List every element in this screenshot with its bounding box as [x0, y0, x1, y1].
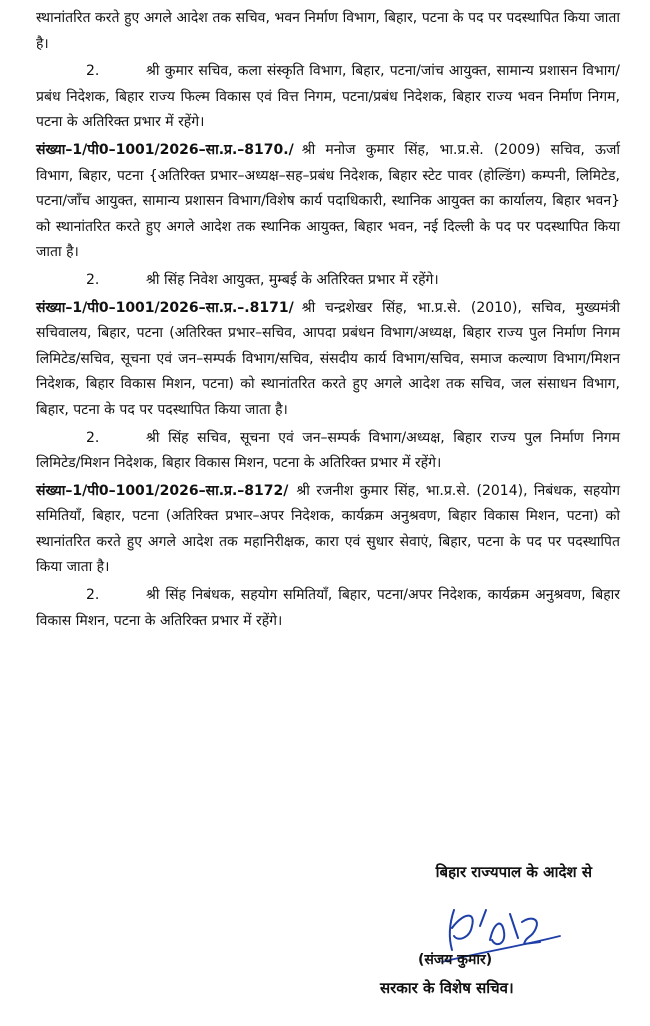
order-number: संख्या–1/पी0–1001/2026–सा.प्र.–8170./ [36, 141, 294, 158]
by-order-line: बिहार राज्यपाल के आदेश से [435, 863, 592, 881]
point-number: 2. [86, 63, 100, 80]
order-8171-point-2 [36, 426, 620, 477]
paragraph-text: श्री कुमार सचिव, कला संस्कृति विभाग, बिहार, पटना/जांच आयुक्त, सामान्य प्रशासन विभाग/प्रबंध निदेशक, बिहार राज्य फिल्म विकास एवं वित्त निगम, पटना/प्रबंध निदेशक, बिहार राज्य भवन निर्माण निगम, पटना के अतिरिक्त प्रभार में रहेंगे। [36, 63, 620, 131]
signer-name: (संजय कुमार) [418, 952, 493, 968]
paragraph-text: श्री सिंह निबंधक, सहयोग समितियाँ, बिहार, पटना/अपर निदेशक, कार्यक्रम अनुश्रवण, बिहार विकास मिशन, पटना के अतिरिक्त प्रभार में रहेंगे। [36, 587, 620, 629]
paragraph-text: स्थानांतरित करते हुए अगले आदेश तक सचिव, भवन निर्माण विभाग, बिहार, पटना के पद पर पदस्थापित किया जाता है। [36, 10, 620, 52]
paragraph-text: श्री चन्द्रशेखर सिंह, भा.प्र.से. (2010), सचिव, मुख्यमंत्री सचिवालय, बिहार, पटना (अतिरिक्त प्रभार–सचिव, आपदा प्रबंधन विभाग/अध्यक्ष, बिहार राज्य पुल निर्माण निगम लिमिटेड/सचिव, सूचना एवं जन–सम्पर्क विभाग/सचिव, संसदीय कार्य विभाग/सचिव, समाज कल्याण विभाग/मिशन निदेशक, बिहार विकास मिशन, पटना) को स्थानांतरित करते हुए अगले आदेश तक सचिव, जल संसाधन विभाग, बिहार, पटना के पद पर पदस्थापित किया जाता है। [36, 299, 620, 418]
signature-block [0, 862, 650, 1026]
paragraph-text: श्री सिंह सचिव, सूचना एवं जन–सम्पर्क विभाग/अध्यक्ष, बिहार राज्य पुल निर्माण निगम लिमिटेड/मिशन निदेशक, बिहार विकास मिशन, पटना के अतिरिक्त प्रभार में रहेंगे। [36, 429, 620, 472]
paragraph-text: श्री मनोज कुमार सिंह, भा.प्र.से. (2009) सचिव, ऊर्जा विभाग, बिहार, पटना {अतिरिक्त प्रभार–अध्यक्ष–सह–प्रबंध निदेशक, बिहार स्टेट पावर (होल्डिंग) कम्पनी, लिमिटेड, पटना/जाँच आयुक्त, सामान्य प्रशासन विभाग/विशेष कार्य पदाधिकारी, स्थानिक आयुक्त का कार्यालय, बिहार भवन} को स्थानांतरित करते हुए अगले आदेश तक स्थानिक आयुक्त, बिहार भवन, नई दिल्ली के पद पर पदस्थापित किया जाता है। [36, 141, 620, 261]
order-8171 [36, 296, 620, 424]
point-number: 2. [86, 271, 100, 288]
order-number: संख्या–1/पी0–1001/2026–सा.प्र.–8172/ [36, 482, 289, 499]
order-number: संख्या–1/पी0–1001/2026–सा.प्र.–.8171/ [36, 299, 294, 316]
order-8172-point-2 [36, 583, 620, 634]
order-8172 [36, 479, 620, 581]
point-number: 2. [86, 587, 100, 604]
order-paragraph-2 [36, 59, 620, 136]
signer-designation: सरकार के विशेष सचिव। [380, 979, 514, 997]
order-8170 [36, 138, 620, 266]
point-number: 2. [86, 429, 100, 446]
paragraph-continuation [36, 6, 620, 57]
paragraph-text: श्री रजनीश कुमार सिंह, भा.प्र.से. (2014), निबंधक, सहयोग समितियाँ, बिहार, पटना (अतिरिक्त प्रभार–अपर निदेशक, कार्यक्रम अनुश्रवण, बिहार विकास मिशन, पटना) को स्थानांतरित करते हुए अगले आदेश तक महानिरीक्षक, कारा एवं सुधार सेवाएं, बिहार, पटना के पद पर पदस्थापित किया जाता है। [36, 482, 620, 576]
order-8170-point-2 [36, 268, 620, 294]
paragraph-text: श्री सिंह निवेश आयुक्त, मुम्बई के अतिरिक्त प्रभार में रहेंगे। [146, 271, 439, 288]
